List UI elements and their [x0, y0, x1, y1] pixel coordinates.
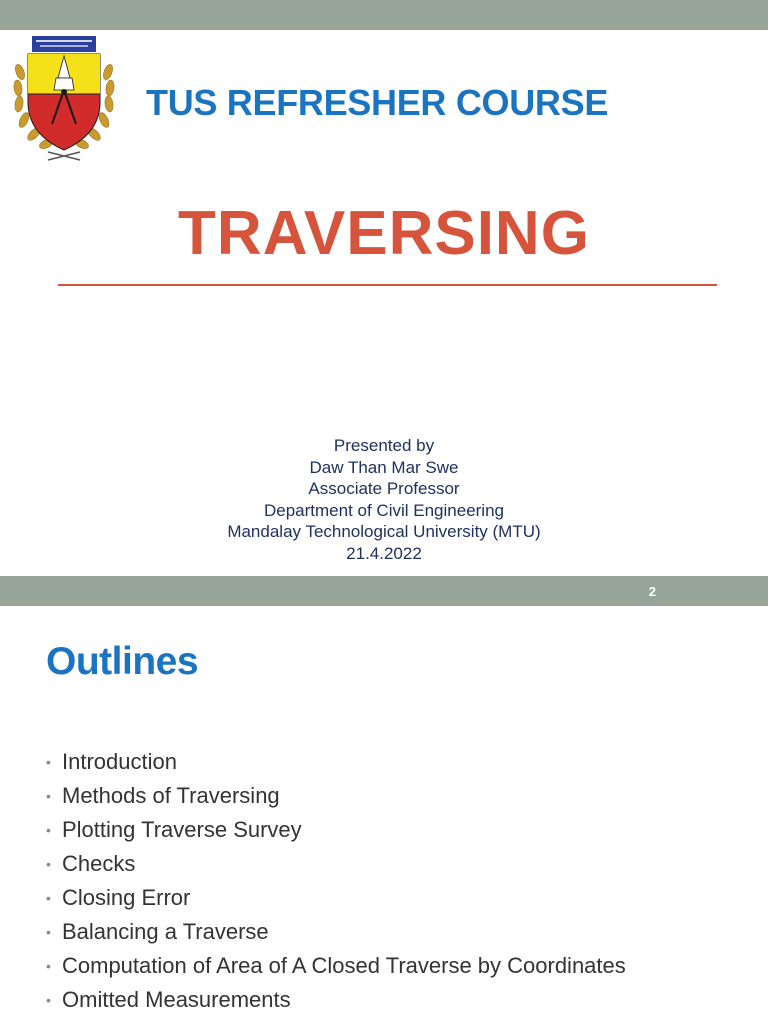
slide-top-bar — [0, 0, 768, 30]
university-crest-icon — [12, 32, 116, 162]
bullet-icon: • — [46, 856, 51, 872]
presentation-date: 21.4.2022 — [346, 543, 422, 563]
outlines-title: Outlines — [46, 640, 199, 683]
bullet-icon: • — [46, 822, 51, 838]
presenter-name: Daw Than Mar Swe — [309, 457, 459, 477]
list-item: • Plotting Traverse Survey — [46, 813, 626, 847]
list-item: • Computation of Area of A Closed Traverse by Coordinates — [46, 949, 626, 983]
presenter-line: Presented by — [333, 436, 435, 455]
presenter-university: Mandalay Technological University (MTU) — [227, 522, 541, 542]
outline-list — [46, 745, 626, 1017]
bullet-icon: • — [46, 992, 51, 1008]
list-item: • Closing Error — [46, 881, 626, 915]
presenter-info — [0, 435, 768, 565]
list-item: • Omitted Measurements — [46, 983, 626, 1017]
bullet-icon: • — [46, 958, 51, 974]
list-item: • Introduction — [46, 745, 626, 779]
bullet-icon: • — [46, 890, 51, 906]
list-item: • Methods of Traversing — [46, 779, 626, 813]
presenter-department: Department of Civil Engineering — [263, 500, 504, 520]
page-number: 2 — [648, 584, 656, 599]
bullet-icon: • — [46, 788, 51, 804]
list-item: • Balancing a Traverse — [46, 915, 626, 949]
title-divider — [58, 284, 717, 286]
bullet-icon: • — [46, 924, 51, 940]
list-item: • Checks — [46, 847, 626, 881]
bullet-icon: • — [46, 754, 51, 770]
course-title: TUS REFRESHER COURSE — [146, 82, 609, 123]
presenter-role: Associate Professor — [308, 479, 460, 499]
slide-title: TRAVERSING — [178, 199, 590, 268]
slide-separator-bar — [0, 576, 768, 606]
